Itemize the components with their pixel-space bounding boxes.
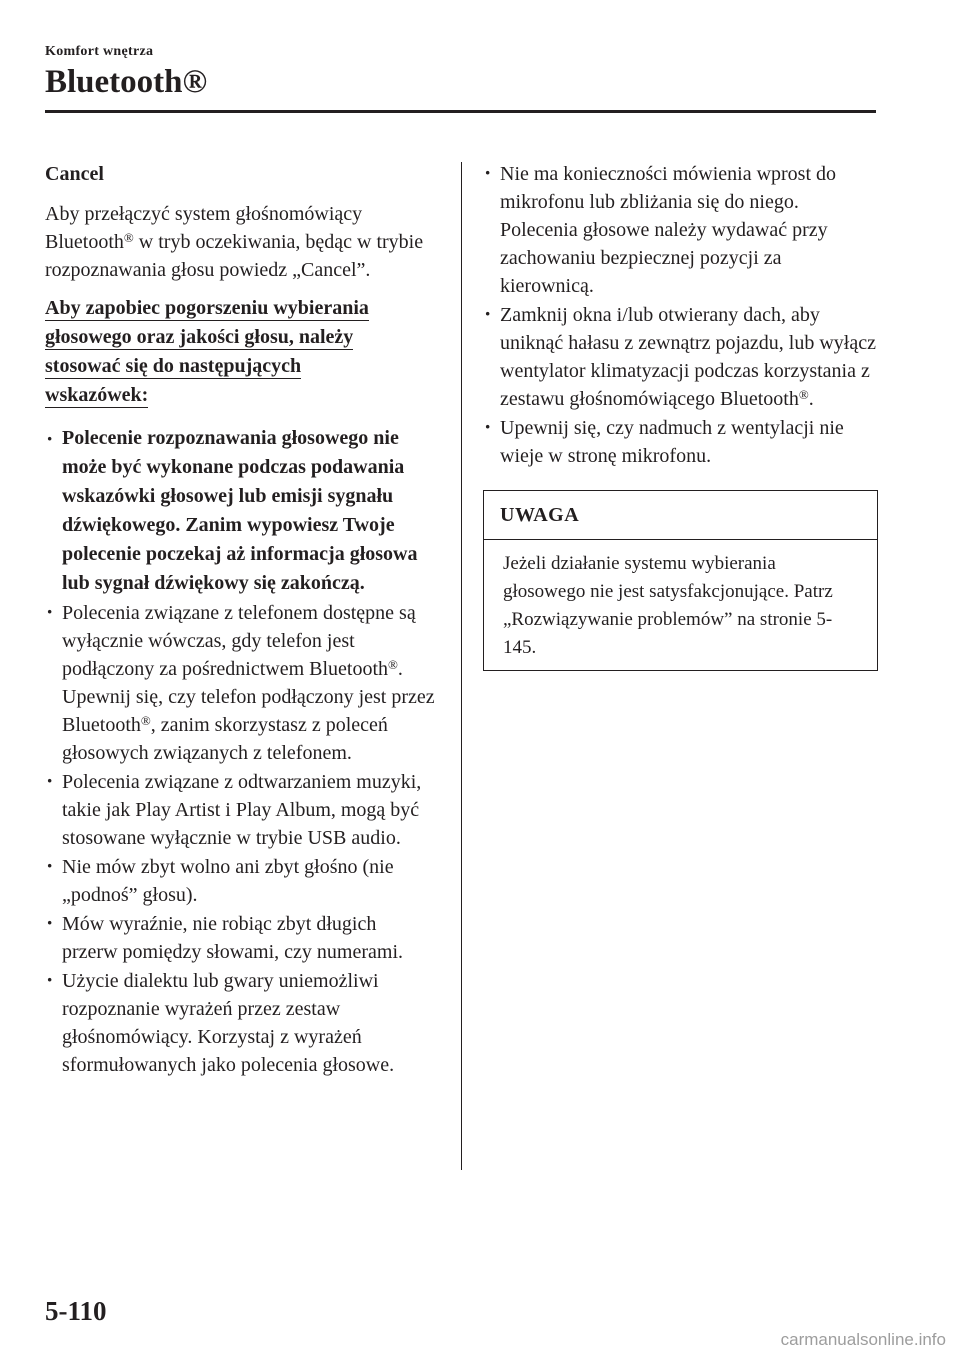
tips-list-continued <box>483 160 878 470</box>
list-item: · Polecenia związane z odtwarzaniem muzyki, takie jak Play Artist i Play Album, mogą być stosowane wyłącznie w trybie USB audio. <box>45 768 435 852</box>
list-item: · Nie ma konieczności mówienia wprost do mikrofonu lub zbliżania się do niego. Polecenia głosowe należy wydawać przy zachowaniu bezpiecznej pozycji za kierownicą. <box>483 160 878 300</box>
note-box <box>483 490 878 671</box>
list-item: · Upewnij się, czy nadmuch z wentylacji nie wieje w stronę mikrofonu. <box>483 414 878 470</box>
page-header <box>45 44 875 101</box>
section-label: Komfort wnętrza <box>45 44 154 59</box>
caution-heading: Aby zapobiec pogorszeniu wybierania głosowego oraz jakości głosu, należy stosować się do następujących wskazówek: <box>45 297 369 406</box>
column-divider <box>461 162 462 1170</box>
list-item: · Użycie dialektu lub gwary uniemożliwi rozpoznanie wyrażeń przez zestaw głośnomówiący. Korzystaj z wyrażeń sformułowanych jako polecenia głosowe. <box>45 967 435 1079</box>
chapter-title: Bluetooth® <box>45 64 208 100</box>
right-column <box>483 160 878 671</box>
cancel-subheading: Cancel <box>45 163 104 185</box>
list-item: · Zamknij okna i/lub otwierany dach, aby uniknąć hałasu z zewnątrz pojazdu, lub wyłącz wentylator klimatyzacji podczas korzystania z zestawu głośnomówiącego Bluetooth®. <box>483 301 878 413</box>
registered-mark: ® <box>123 230 134 245</box>
note-body: Jeżeli działanie systemu wybierania głosowego nie jest satysfakcjonujące. Patrz „Rozwiązywanie problemów” na stronie 5-145. <box>503 553 833 658</box>
watermark: carmanualsonline.info <box>780 1330 946 1349</box>
list-item: · Nie mów zbyt wolno ani zbyt głośno (nie „podnoś” głosu). <box>45 853 435 909</box>
list-item: · Polecenia związane z telefonem dostępne są wyłącznie wówczas, gdy telefon jest podłączony za pośrednictwem Bluetooth®. Upewnij się, czy telefon podłączony jest przez Bluetooth®, zanim skorzystasz z poleceń głosowych związanych z telefonem. <box>45 599 435 767</box>
list-item: · Mów wyraźnie, nie robiąc zbyt długich przerw pomiędzy słowami, czy numerami. <box>45 910 435 966</box>
left-column <box>45 160 435 1080</box>
cancel-paragraph: Aby przełączyć system głośnomówiący Bluetooth® w tryb oczekiwania, będąc w trybie rozpoznawania głosu powiedz „Cancel”. <box>45 203 424 281</box>
tips-list <box>45 424 435 1079</box>
header-rule <box>45 110 876 113</box>
page-number: 5-110 <box>45 1296 107 1326</box>
note-title: UWAGA <box>484 491 877 540</box>
list-item: · Polecenie rozpoznawania głosowego nie może być wykonane podczas podawania wskazówki głosowej lub emisji sygnału dźwiękowego. Zanim wypowiesz Twoje polecenie poczekaj aż informacja głosowa lub sygnał dźwiękowy się zakończą. <box>45 424 435 598</box>
